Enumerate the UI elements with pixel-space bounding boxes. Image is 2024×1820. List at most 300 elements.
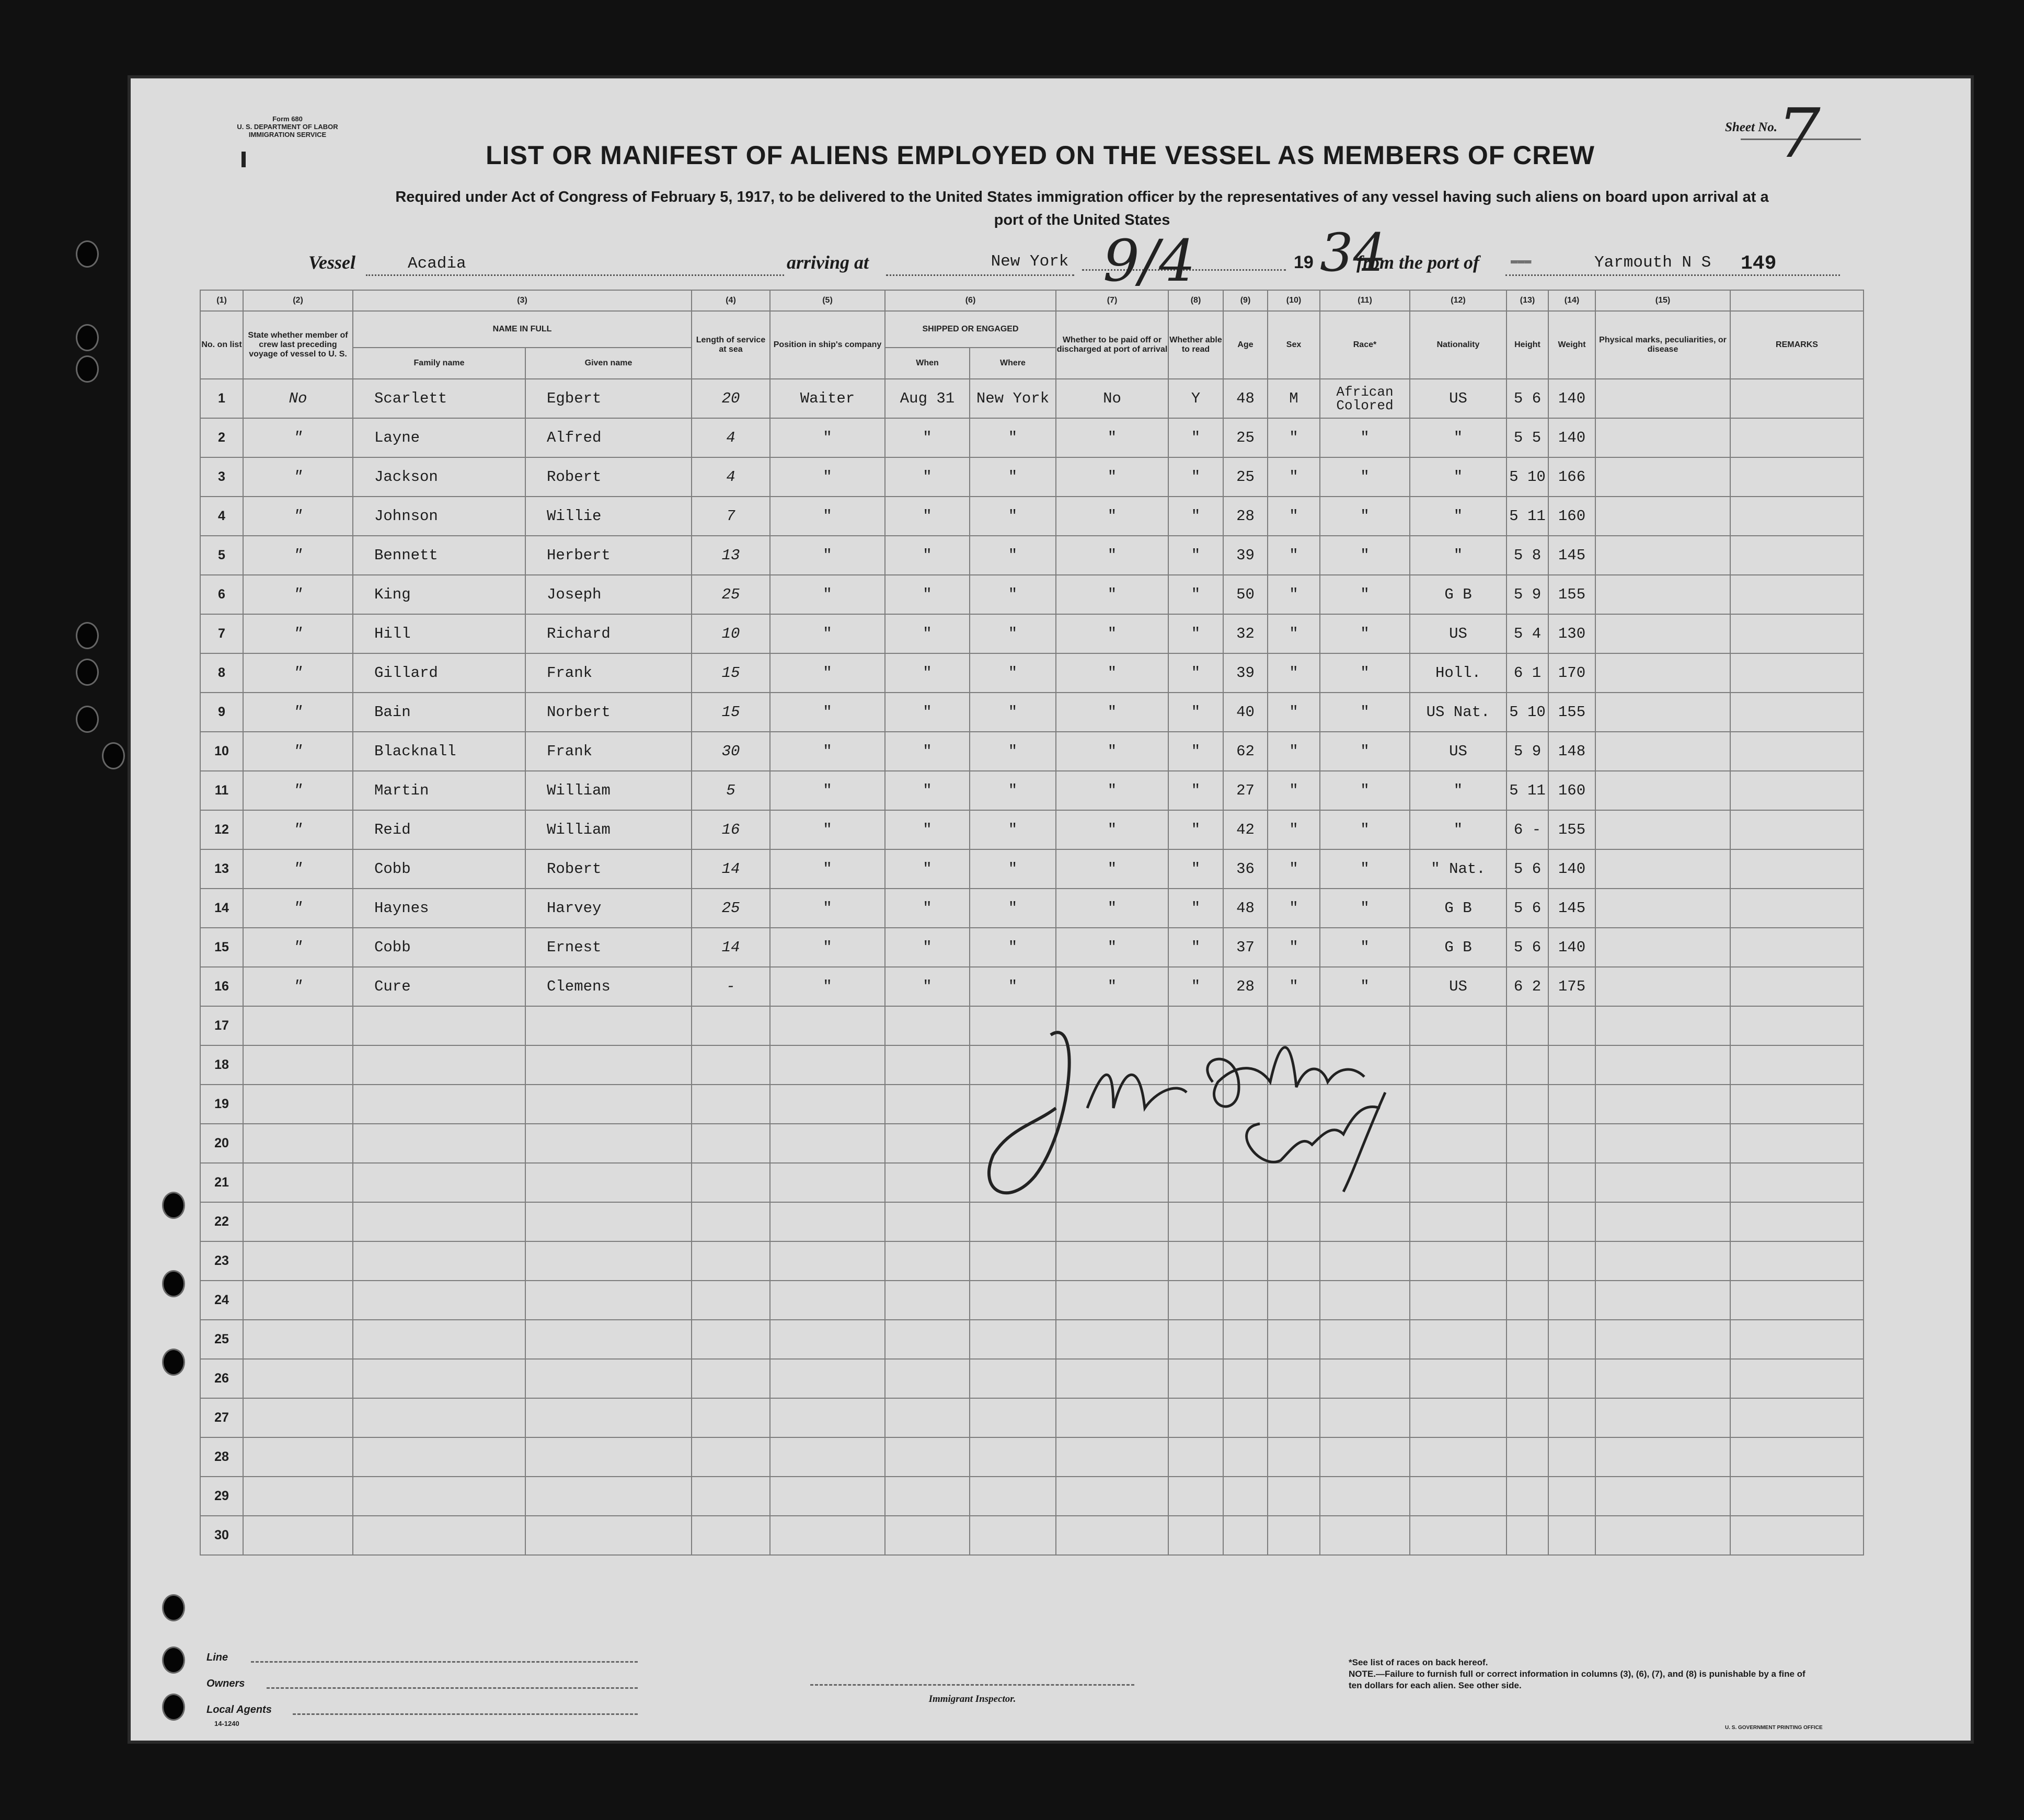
length-of-service-cell — [692, 1477, 770, 1516]
struck-out-text: ▬▬▬ — [1511, 255, 1532, 268]
shipped-when-cell: " — [885, 732, 970, 771]
paid-off-cell: " — [1056, 614, 1168, 653]
shipped-where-cell: " — [970, 732, 1056, 771]
shipped-where-cell: " — [970, 693, 1056, 732]
shipped-where-cell — [970, 1281, 1056, 1320]
sheet-label: Sheet No. — [1725, 120, 1777, 134]
shipped-where-cell: " — [970, 771, 1056, 810]
shipped-when-cell — [885, 1320, 970, 1359]
race-cell: " — [1320, 849, 1410, 889]
length-of-service-cell: - — [692, 967, 770, 1006]
row-number-cell: 1 — [200, 379, 243, 418]
hand-tick — [242, 152, 246, 167]
previous-voyage-cell — [243, 1281, 353, 1320]
position-cell — [770, 1124, 885, 1163]
height-cell: 5 6 — [1506, 928, 1548, 967]
family-name-cell: Jackson — [353, 457, 525, 497]
footer-line-label: Line — [206, 1652, 228, 1663]
footer-owners-field — [267, 1687, 638, 1689]
position-cell: " — [770, 810, 885, 849]
colnum-2: (2) — [243, 290, 353, 311]
age-cell: 62 — [1223, 732, 1268, 771]
shipped-where-cell: " — [970, 614, 1056, 653]
paid-off-cell — [1056, 1477, 1168, 1516]
shipped-where-cell — [970, 1398, 1056, 1437]
punch-hole — [76, 355, 99, 383]
footer-owners-label: Owners — [206, 1678, 245, 1689]
age-cell — [1223, 1477, 1268, 1516]
given-name-cell: Clemens — [525, 967, 692, 1006]
subtitle — [209, 186, 1955, 232]
punch-hole — [76, 706, 99, 733]
position-cell: Waiter — [770, 379, 885, 418]
row-number-cell: 18 — [200, 1045, 243, 1085]
race-cell — [1320, 1516, 1410, 1555]
weight-cell — [1548, 1398, 1595, 1437]
row-number-cell: 25 — [200, 1320, 243, 1359]
shipped-when-cell — [885, 1359, 970, 1398]
paid-off-cell — [1056, 1437, 1168, 1477]
physical-marks-cell — [1595, 1202, 1730, 1241]
shipped-when-cell: " — [885, 771, 970, 810]
form-id-block — [204, 115, 371, 139]
physical-marks-cell — [1595, 928, 1730, 967]
shipped-when-cell: " — [885, 457, 970, 497]
shipped-when-cell — [885, 1202, 970, 1241]
height-cell: 5 6 — [1506, 849, 1548, 889]
punch-hole — [76, 240, 99, 268]
colnum-13: (13) — [1506, 290, 1548, 311]
sex-cell: " — [1268, 967, 1320, 1006]
height-cell — [1506, 1516, 1548, 1555]
colnum-6: (6) — [885, 290, 1056, 311]
length-of-service-cell — [692, 1398, 770, 1437]
remarks-cell — [1730, 693, 1864, 732]
given-name-cell: William — [525, 810, 692, 849]
table-row — [200, 1281, 1864, 1320]
punch-hole — [76, 659, 99, 686]
height-cell — [1506, 1006, 1548, 1045]
remarks-cell — [1730, 379, 1864, 418]
physical-marks-cell — [1595, 771, 1730, 810]
race-note: *See list of races on back hereof. — [1349, 1657, 1488, 1667]
hdr-length-service: Length of service at sea — [692, 311, 770, 379]
given-name-cell — [525, 1045, 692, 1085]
shipped-where-cell — [970, 1320, 1056, 1359]
sex-cell: " — [1268, 693, 1320, 732]
previous-voyage-cell: " — [243, 693, 353, 732]
height-cell: 6 - — [1506, 810, 1548, 849]
position-cell: " — [770, 732, 885, 771]
age-cell: 28 — [1223, 967, 1268, 1006]
table-row — [200, 771, 1864, 810]
punch-hole — [162, 1270, 185, 1297]
subtitle-line-2: port of the United States — [994, 212, 1170, 228]
physical-marks-cell — [1595, 1359, 1730, 1398]
shipped-when-cell — [885, 1398, 970, 1437]
length-of-service-cell — [692, 1320, 770, 1359]
race-cell: " — [1320, 771, 1410, 810]
position-cell: " — [770, 928, 885, 967]
row-number-cell: 19 — [200, 1085, 243, 1124]
nationality-cell: " — [1410, 536, 1506, 575]
hdr-sex: Sex — [1268, 311, 1320, 379]
table-row — [200, 497, 1864, 536]
able-to-read-cell: " — [1168, 653, 1223, 693]
able-to-read-cell: " — [1168, 457, 1223, 497]
physical-marks-cell — [1595, 1163, 1730, 1202]
paid-off-cell — [1056, 1516, 1168, 1555]
shipped-when-cell — [885, 1477, 970, 1516]
colnum-8: (8) — [1168, 290, 1223, 311]
position-cell — [770, 1202, 885, 1241]
previous-voyage-cell: No — [243, 379, 353, 418]
position-cell — [770, 1006, 885, 1045]
given-name-cell: Robert — [525, 457, 692, 497]
row-number-cell: 10 — [200, 732, 243, 771]
shipped-when-cell — [885, 1516, 970, 1555]
row-number-cell: 3 — [200, 457, 243, 497]
stamp-number: 149 — [1741, 252, 1777, 275]
remarks-cell — [1730, 1241, 1864, 1281]
nationality-cell — [1410, 1477, 1506, 1516]
family-name-cell — [353, 1437, 525, 1477]
hdr-no-on-list: No. on list — [200, 311, 243, 379]
length-of-service-cell — [692, 1516, 770, 1555]
length-of-service-cell: 16 — [692, 810, 770, 849]
paid-off-cell: " — [1056, 810, 1168, 849]
weight-cell: 155 — [1548, 575, 1595, 614]
previous-voyage-cell — [243, 1320, 353, 1359]
age-cell: 42 — [1223, 810, 1268, 849]
family-name-cell: Bennett — [353, 536, 525, 575]
manifest-sheet — [131, 78, 1971, 1741]
family-name-cell: Reid — [353, 810, 525, 849]
race-cell: " — [1320, 653, 1410, 693]
shipped-where-cell — [970, 1516, 1056, 1555]
previous-voyage-cell: " — [243, 810, 353, 849]
given-name-cell — [525, 1320, 692, 1359]
position-cell: " — [770, 967, 885, 1006]
paid-off-cell: " — [1056, 575, 1168, 614]
colnum-11: (11) — [1320, 290, 1410, 311]
year-prefix: 19 — [1294, 252, 1314, 272]
age-cell — [1223, 1281, 1268, 1320]
sex-cell — [1268, 1398, 1320, 1437]
given-name-cell — [525, 1398, 692, 1437]
weight-cell: 170 — [1548, 653, 1595, 693]
able-to-read-cell: " — [1168, 693, 1223, 732]
shipped-when-cell — [885, 1163, 970, 1202]
height-cell: 6 1 — [1506, 653, 1548, 693]
shipped-when-cell — [885, 1006, 970, 1045]
colnum-4: (4) — [692, 290, 770, 311]
previous-voyage-cell: " — [243, 536, 353, 575]
footer-notes — [1349, 1657, 1819, 1691]
row-number-cell: 27 — [200, 1398, 243, 1437]
nationality-cell — [1410, 1398, 1506, 1437]
paid-off-cell: " — [1056, 693, 1168, 732]
colnum-10: (10) — [1268, 290, 1320, 311]
age-cell — [1223, 1398, 1268, 1437]
weight-cell — [1548, 1202, 1595, 1241]
sheet-number: 7 — [1777, 94, 1821, 173]
colnum-15: (15) — [1595, 290, 1730, 311]
row-number-cell: 20 — [200, 1124, 243, 1163]
shipped-where-cell: " — [970, 418, 1056, 457]
weight-cell — [1548, 1045, 1595, 1085]
length-of-service-cell — [692, 1359, 770, 1398]
table-row — [200, 536, 1864, 575]
table-row — [200, 614, 1864, 653]
age-cell: 48 — [1223, 379, 1268, 418]
nationality-cell — [1410, 1320, 1506, 1359]
weight-cell: 140 — [1548, 418, 1595, 457]
hdr-where: Where — [970, 348, 1056, 379]
family-name-cell — [353, 1320, 525, 1359]
previous-voyage-cell — [243, 1477, 353, 1516]
shipped-where-cell — [970, 1359, 1056, 1398]
footer-agents-field — [293, 1713, 638, 1715]
weight-cell: 130 — [1548, 614, 1595, 653]
shipped-where-cell: " — [970, 967, 1056, 1006]
physical-marks-cell — [1595, 575, 1730, 614]
row-number-cell: 30 — [200, 1516, 243, 1555]
age-cell: 37 — [1223, 928, 1268, 967]
height-cell: 5 5 — [1506, 418, 1548, 457]
sex-cell: " — [1268, 536, 1320, 575]
given-name-cell: Willie — [525, 497, 692, 536]
row-number-cell: 12 — [200, 810, 243, 849]
colnum-5: (5) — [770, 290, 885, 311]
length-of-service-cell: 15 — [692, 693, 770, 732]
weight-cell: 148 — [1548, 732, 1595, 771]
height-cell: 5 11 — [1506, 497, 1548, 536]
position-cell — [770, 1281, 885, 1320]
able-to-read-cell: " — [1168, 497, 1223, 536]
physical-marks-cell — [1595, 536, 1730, 575]
previous-voyage-cell: " — [243, 889, 353, 928]
race-cell — [1320, 1320, 1410, 1359]
from-port-label: from the port of — [1356, 252, 1480, 273]
row-number-cell: 24 — [200, 1281, 243, 1320]
sex-cell: " — [1268, 457, 1320, 497]
previous-voyage-cell: " — [243, 418, 353, 457]
weight-cell — [1548, 1516, 1595, 1555]
punch-hole — [162, 1694, 185, 1721]
table-row — [200, 693, 1864, 732]
given-name-cell: Herbert — [525, 536, 692, 575]
shipped-when-cell — [885, 1124, 970, 1163]
remarks-cell — [1730, 497, 1864, 536]
penalty-note: NOTE.—Failure to furnish full or correct information in columns (3), (6), (7), and (8) is punishable by a fine of ten dollars for each alien. See other side. — [1349, 1669, 1806, 1690]
previous-voyage-cell — [243, 1202, 353, 1241]
remarks-cell — [1730, 1477, 1864, 1516]
nationality-cell: " — [1410, 418, 1506, 457]
race-cell — [1320, 1437, 1410, 1477]
length-of-service-cell — [692, 1437, 770, 1477]
able-to-read-cell: Y — [1168, 379, 1223, 418]
row-number-cell: 6 — [200, 575, 243, 614]
shipped-when-cell: " — [885, 418, 970, 457]
hdr-remarks: REMARKS — [1730, 311, 1864, 379]
table-row — [200, 575, 1864, 614]
crew-manifest-table — [200, 290, 1864, 1556]
physical-marks-cell — [1595, 1085, 1730, 1124]
height-cell — [1506, 1359, 1548, 1398]
sex-cell: " — [1268, 732, 1320, 771]
height-cell — [1506, 1202, 1548, 1241]
family-name-cell — [353, 1045, 525, 1085]
able-to-read-cell: " — [1168, 928, 1223, 967]
weight-cell: 140 — [1548, 379, 1595, 418]
able-to-read-cell: " — [1168, 575, 1223, 614]
position-cell — [770, 1045, 885, 1085]
height-cell: 5 10 — [1506, 457, 1548, 497]
shipped-when-cell: " — [885, 614, 970, 653]
shipped-where-cell — [970, 1437, 1056, 1477]
position-cell — [770, 1163, 885, 1202]
table-row — [200, 849, 1864, 889]
physical-marks-cell — [1595, 614, 1730, 653]
hdr-name-in-full: NAME IN FULL — [353, 311, 692, 348]
sex-cell: " — [1268, 771, 1320, 810]
family-name-cell: Cobb — [353, 928, 525, 967]
row-number-cell: 7 — [200, 614, 243, 653]
remarks-cell — [1730, 536, 1864, 575]
hdr-family-name: Family name — [353, 348, 525, 379]
remarks-cell — [1730, 1085, 1864, 1124]
remarks-cell — [1730, 928, 1864, 967]
from-port-underline — [1505, 274, 1840, 276]
vessel-line — [131, 222, 1971, 294]
position-cell: " — [770, 693, 885, 732]
position-cell — [770, 1516, 885, 1555]
nationality-cell — [1410, 1516, 1506, 1555]
weight-cell: 160 — [1548, 771, 1595, 810]
given-name-cell — [525, 1516, 692, 1555]
table-row — [200, 1359, 1864, 1398]
family-name-cell: Hill — [353, 614, 525, 653]
shipped-when-cell: " — [885, 928, 970, 967]
shipped-when-cell: " — [885, 693, 970, 732]
age-cell — [1223, 1320, 1268, 1359]
weight-cell: 140 — [1548, 928, 1595, 967]
punch-hole — [76, 324, 99, 351]
previous-voyage-cell — [243, 1359, 353, 1398]
weight-cell: 166 — [1548, 457, 1595, 497]
position-cell: " — [770, 575, 885, 614]
family-name-cell: Martin — [353, 771, 525, 810]
remarks-cell — [1730, 1359, 1864, 1398]
weight-cell: 140 — [1548, 849, 1595, 889]
position-cell: " — [770, 457, 885, 497]
age-cell — [1223, 1437, 1268, 1477]
hdr-when: When — [885, 348, 970, 379]
paid-off-cell: No — [1056, 379, 1168, 418]
given-name-cell: Frank — [525, 732, 692, 771]
family-name-cell: Cure — [353, 967, 525, 1006]
shipped-where-cell: " — [970, 497, 1056, 536]
able-to-read-cell — [1168, 1359, 1223, 1398]
weight-cell — [1548, 1281, 1595, 1320]
from-port: Yarmouth N S — [1594, 254, 1711, 272]
previous-voyage-cell: " — [243, 653, 353, 693]
colnum-remarks — [1730, 290, 1864, 311]
hdr-weight: Weight — [1548, 311, 1595, 379]
given-name-cell: Richard — [525, 614, 692, 653]
age-cell: 40 — [1223, 693, 1268, 732]
punch-hole — [162, 1594, 185, 1621]
age-cell: 25 — [1223, 418, 1268, 457]
physical-marks-cell — [1595, 1045, 1730, 1085]
sex-cell — [1268, 1281, 1320, 1320]
previous-voyage-cell — [243, 1398, 353, 1437]
remarks-cell — [1730, 732, 1864, 771]
remarks-cell — [1730, 614, 1864, 653]
length-of-service-cell: 5 — [692, 771, 770, 810]
hdr-age: Age — [1223, 311, 1268, 379]
weight-cell — [1548, 1085, 1595, 1124]
hdr-able-read: Whether able to read — [1168, 311, 1223, 379]
physical-marks-cell — [1595, 418, 1730, 457]
able-to-read-cell — [1168, 1516, 1223, 1555]
arriving-underline — [886, 274, 1074, 276]
family-name-cell: Scarlett — [353, 379, 525, 418]
sex-cell: " — [1268, 614, 1320, 653]
race-cell: " — [1320, 928, 1410, 967]
row-number-cell: 14 — [200, 889, 243, 928]
family-name-cell — [353, 1477, 525, 1516]
hdr-nationality: Nationality — [1410, 311, 1506, 379]
race-cell: " — [1320, 457, 1410, 497]
hdr-race: Race* — [1320, 311, 1410, 379]
height-cell: 6 2 — [1506, 967, 1548, 1006]
nationality-cell: G B — [1410, 889, 1506, 928]
paid-off-cell: " — [1056, 928, 1168, 967]
able-to-read-cell — [1168, 1398, 1223, 1437]
row-number-cell: 17 — [200, 1006, 243, 1045]
position-cell: " — [770, 614, 885, 653]
able-to-read-cell — [1168, 1437, 1223, 1477]
footer-agents-label: Local Agents — [206, 1704, 272, 1715]
sex-cell: " — [1268, 418, 1320, 457]
physical-marks-cell — [1595, 379, 1730, 418]
length-of-service-cell — [692, 1281, 770, 1320]
age-cell: 32 — [1223, 614, 1268, 653]
position-cell: " — [770, 418, 885, 457]
height-cell — [1506, 1124, 1548, 1163]
length-of-service-cell: 4 — [692, 457, 770, 497]
shipped-when-cell: " — [885, 653, 970, 693]
family-name-cell — [353, 1006, 525, 1045]
weight-cell — [1548, 1359, 1595, 1398]
punch-hole — [76, 622, 99, 649]
family-name-cell: King — [353, 575, 525, 614]
previous-voyage-cell — [243, 1241, 353, 1281]
race-cell: " — [1320, 732, 1410, 771]
previous-voyage-cell — [243, 1085, 353, 1124]
nationality-cell: Holl. — [1410, 653, 1506, 693]
sex-cell — [1268, 1320, 1320, 1359]
race-cell: " — [1320, 536, 1410, 575]
physical-marks-cell — [1595, 653, 1730, 693]
age-cell: 28 — [1223, 497, 1268, 536]
weight-cell — [1548, 1320, 1595, 1359]
family-name-cell: Cobb — [353, 849, 525, 889]
able-to-read-cell: " — [1168, 771, 1223, 810]
previous-voyage-cell: " — [243, 732, 353, 771]
